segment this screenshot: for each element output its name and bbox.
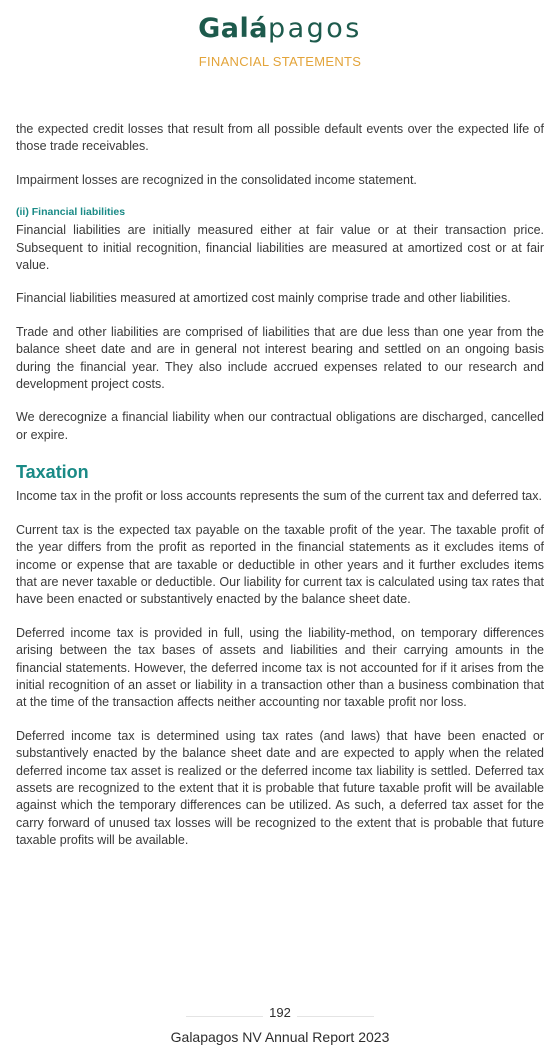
paragraph-deferred-tax-provision: Deferred income tax is provided in full, using the liability-method, on temporary differences arising between the tax bases of assets and liabilities and their carrying amounts in the financial statements. However, the deferred income tax is not accounted for if it arises from the initial recognition of an asset or liability in a transaction other than a business combination that at the time of the transaction affects neither accounting nor taxable profit nor loss. <box>16 625 544 710</box>
paragraph-credit-losses: the expected credit losses that result from all possible default events over the expected life of those trade receivables. <box>16 122 544 154</box>
paragraph-derecognition: We derecognize a financial liability when our contractual obligations are discharged, cancelled or expire. <box>16 410 544 442</box>
paragraph-income-tax: Income tax in the profit or loss accounts represents the sum of the current tax and deferred tax. <box>16 489 542 504</box>
header-subtitle: FINANCIAL STATEMENTS <box>198 54 362 69</box>
paragraph-impairment: Impairment losses are recognized in the consolidated income statement. <box>16 172 417 187</box>
logo-bold-part: Galá <box>198 13 268 44</box>
paragraph-initial-measurement: Financial liabilities are initially measured either at fair value or at their transaction price. Subsequent to initial recognition, financial liabilities are measured at amortized cost or at fair value. <box>16 223 544 273</box>
paragraph-deferred-tax-rates: Deferred income tax is determined using tax rates (and laws) that have been enacted or substantively enacted by the balance sheet date and are expected to apply when the related deferred income tax asset is realized or the deferred income tax liability is settled. Deferred tax assets are recognized to the extent that it is probable that future taxable profit will be available against which the temporary differences can be utilized. As such, a deferred tax asset for the carry forward of unused tax losses will be recognized to the extent that is probable that future taxable profits will be available. <box>16 728 544 848</box>
page-footer <box>0 1003 560 1047</box>
document-body <box>16 121 544 866</box>
section-title-taxation: Taxation <box>16 462 89 483</box>
subheading-financial-liabilities: (ii) Financial liabilities <box>16 206 126 219</box>
report-name: Galapagos NV Annual Report 2023 <box>170 1029 390 1045</box>
page-number: 192 <box>263 1003 297 1023</box>
paragraph-amortized-cost: Financial liabilities measured at amortized cost mainly comprise trade and other liabilities. <box>16 291 511 306</box>
galapagos-logo <box>198 10 362 48</box>
page-header <box>0 10 560 71</box>
paragraph-trade-liabilities: Trade and other liabilities are comprised of liabilities that are due less than one year from the balance sheet date and are in general not interest bearing and settled on an ongoing basis during the financial year. They also include accrued expenses related to our research and development project costs. <box>16 324 544 392</box>
logo-light-part: pagos <box>267 13 362 44</box>
paragraph-current-tax: Current tax is the expected tax payable on the taxable profit of the year. The taxable profit of the year differs from the profit as reported in the financial statements as it excludes items of income or expense that are taxable or deductible in other years and it further excludes items that are never taxable or deductible. Our liability for current tax is calculated using tax rates that have been enacted or substantively enacted by the balance sheet date. <box>16 522 544 607</box>
